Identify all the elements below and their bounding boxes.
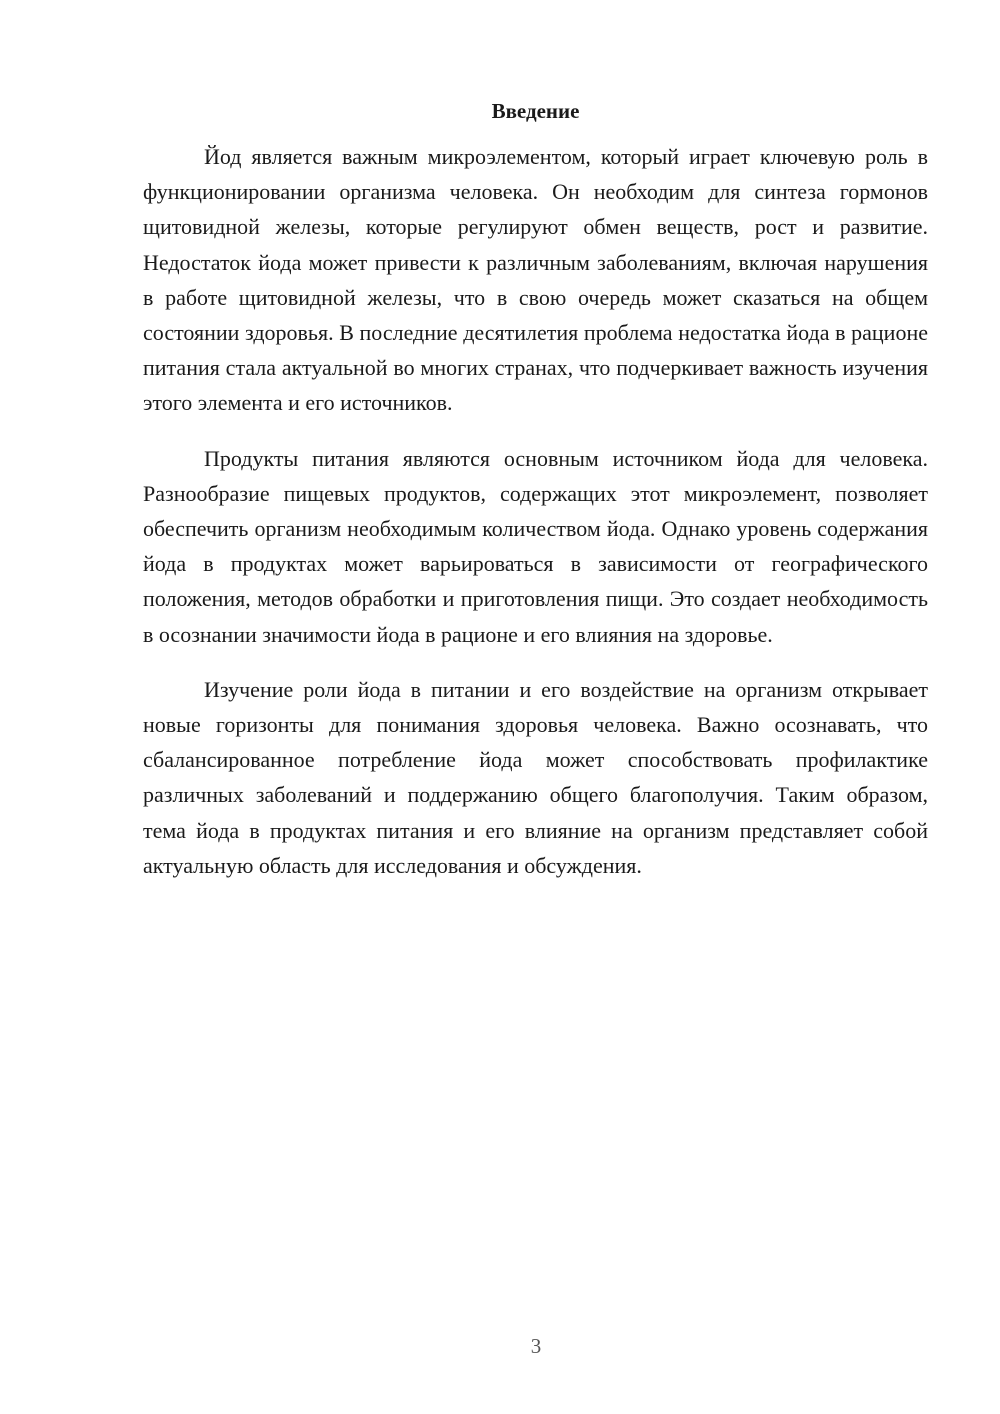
section-title: Введение [491, 99, 580, 123]
paragraph-3: Изучение роли йода в питании и его воздействие на организм открывает новые горизонты для понимания здоровья человека. Важно осознавать, что сбалансированное потребление йода может способствовать профилактике различных заболеваний и поддержанию общего благополучия. Таким образом, тема йода в продуктах питания и его влияние на организм представляет собой актуальную область для исследования и обсуждения. [143, 676, 928, 878]
paragraph-1: Йод является важным микроэлементом, который играет ключевую роль в функционировании организма человека. Он необходим для синтеза гормонов щитовидной железы, которые регулируют обмен веществ, рост и развитие. Недостаток йода может привести к различным заболеваниям, включая нарушения в работе щитовидной железы, что в свою очередь может сказаться на общем состоянии здоровья. В последние десятилетия проблема недостатка йода в рационе питания стала актуальной во многих странах, что подчеркивает важность изучения этого элемента и его источников. [143, 144, 928, 416]
paragraph-2: Продукты питания являются основным источником йода для человека. Разнообразие пищевых продуктов, содержащих этот микроэлемент, позволяет обеспечить организм необходимым количеством йода. Однако уровень содержания йода в продуктах может варьироваться в зависимости от географического положения, методов обработки и приготовления пищи. Это создает необходимость в осознании значимости йода в рационе и его влияния на здоровье. [143, 445, 928, 647]
page-content [143, 96, 928, 903]
page-number: 3 [530, 1334, 542, 1358]
